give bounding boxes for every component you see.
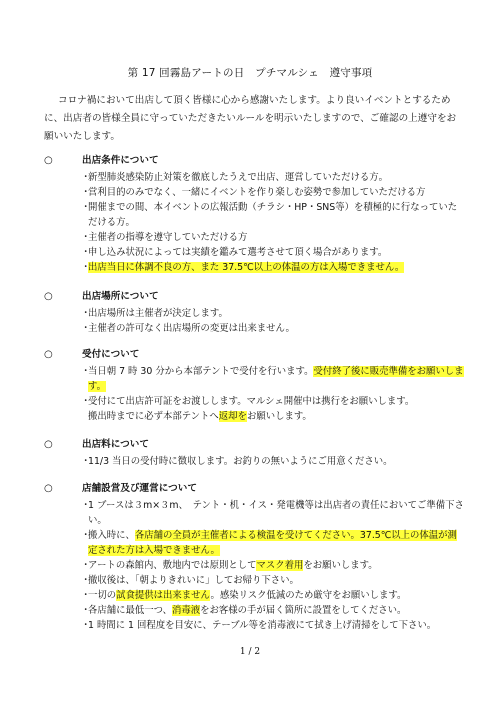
circle-bullet-icon: ○ [44,439,53,450]
highlighted-text: 出店当日に体調不良の方、また 37.5℃以上の体温の方は入場できません。 [88,262,405,273]
list-item: ・ アートの森館内、敷地内では原則としてマスク着用をお願いします。 [81,560,378,571]
list-item: ・ 11/3 当日の受付時に徴収します。お釣りの無いようにご用意ください。 [81,456,393,467]
page-number: 1 / 2 [239,647,261,657]
circle-bullet-icon: ○ [44,349,53,360]
list-item: ・ 1 時間に 1 回程度を目安に、テーブル等を消毒液にて拭き上げ清掃をして下さい。 [81,620,437,631]
highlighted-text: 試食提供は出来ません [116,590,211,601]
highlighted-text: 各店舗の全員が主催者による検温を受けてください。37.5℃以上の体温が測定された方は入場できません。 [88,530,457,556]
list-item: ・ 新型肺炎感染防止対策を徹底したうえで出店、運営していただける方。 [81,172,389,183]
section-location [44,288,464,336]
section-heading: 出店料について [82,439,149,450]
intro-text: コロナ禍において出店して頂く皆様に心から感謝いたします。より良いイベントとするために、出店者の皆様全員に守っていただきたいルールを明示いたしますので、ご確認の上遵守をお願いいたします。 [44,95,457,142]
list-item: ・ 営利目的のみでなく、一緒にイベントを作り楽しむ姿勢で参加していただける方 [81,187,426,198]
list-item: ・ 申し込み状況によっては実績を鑑みて選考させて頂く場合があります。 [81,247,388,258]
section-heading: 出店場所について [82,291,159,302]
circle-bullet-icon: ○ [44,291,53,302]
section-heading: 出店条件について [82,155,159,166]
list-item: ・ 出店当日に体調不良の方、また 37.5℃以上の体温の方は入場できません。 [81,262,405,273]
list-item: ・ 一切の試食提供は出来ません。感染リスク低減のため厳守をお願いします。 [81,590,407,601]
intro-paragraph [44,92,464,146]
section-conditions [44,152,464,275]
highlighted-text: マスク着用 [256,560,304,571]
highlighted-text: 受付終了後に販売準備をお願いします。 [88,366,464,392]
circle-bullet-icon: ○ [44,483,53,494]
highlighted-text: 返却を [218,411,247,422]
circle-bullet-icon: ○ [44,155,53,166]
list-item: ・ 当日朝 7 時 30 分から本部テントで受付を行います。受付終了後に販売準備をお願いします。 [81,366,464,392]
list-item: ・ 撤収後は、「朝よりきれいに」してお帰り下さい。 [81,575,299,586]
section-heading: 店舗設営及び運営について [82,483,197,494]
list-item: ・ 主催者の指導を遵守していただける方 [81,232,248,243]
list-item: ・ 搬入時に、各店舗の全員が主催者による検温を受けてください。37.5℃以上の体温が測定された方は入場できません。 [81,530,457,556]
list-item: ・ 主催者の許可なく出店場所の変更は出来ません。 [81,323,295,334]
section-heading: 受付について [82,349,140,360]
list-item: ・ 受付にて出店許可証をお渡しします。マルシェ開催中は携行をお願いします。 [81,396,415,407]
list-item: ・ 各店舗に最低一つ、消毒液をお客様の手が届く箇所に設置をしてください。 [81,605,407,616]
section-fee [44,436,464,469]
list-item: ・ 開催までの間、本イベントの広報活動（チラシ・HP・SNS等）を積極的に行なっていただける方。 [81,202,458,228]
highlighted-text: 消毒液 [172,605,201,616]
list-item-continuation: 搬出時までに必ず本部テントへ返却をお願いします。 [88,411,312,422]
section-setup [44,480,464,633]
list-item: ・ 出店場所は主催者が決定します。 [81,308,228,319]
document-title: 第 17 回霧島アートの日 プチマルシェ 遵守事項 [127,67,373,79]
list-item: ・ 1 ブースは３m×３m、 テント・机・イス・発電機等は出店者の責任においてご準備下さい。 [81,500,464,526]
section-reception [44,346,464,424]
